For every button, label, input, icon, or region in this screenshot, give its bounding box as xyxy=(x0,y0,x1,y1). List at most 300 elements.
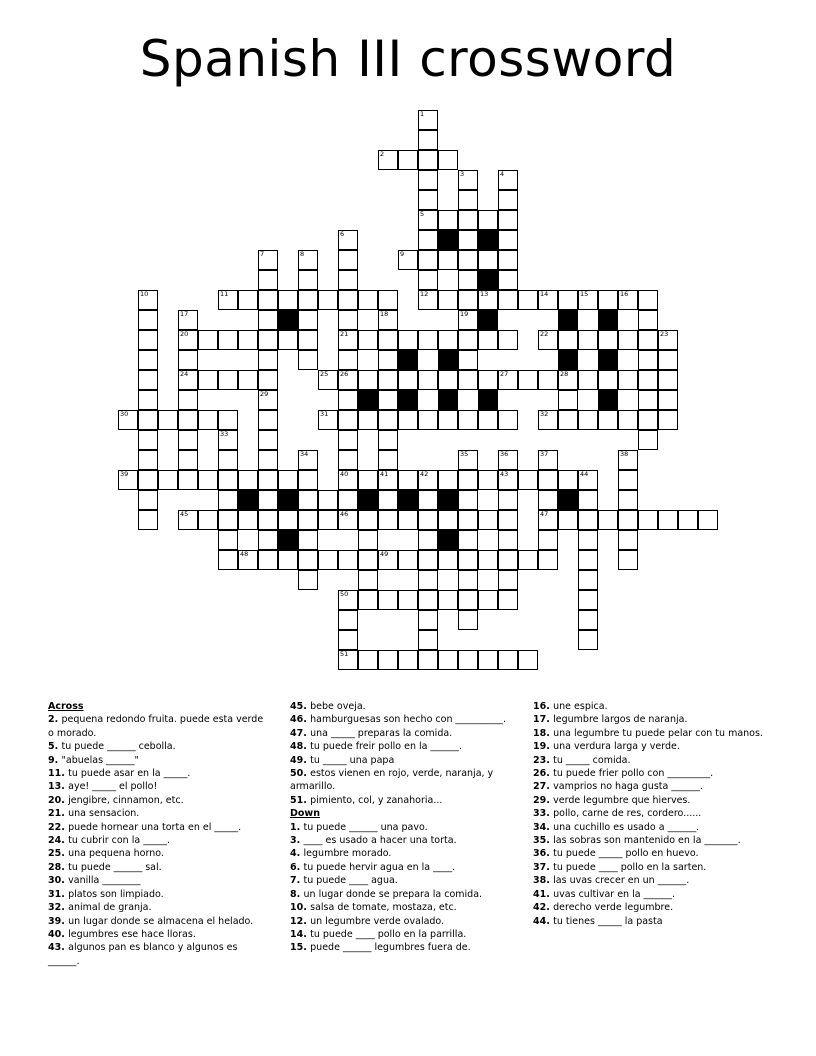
grid-cell[interactable] xyxy=(318,410,338,430)
grid-cell[interactable] xyxy=(438,330,458,350)
grid-cell[interactable] xyxy=(358,410,378,430)
grid-cell[interactable] xyxy=(178,330,198,350)
grid-cell[interactable] xyxy=(378,150,398,170)
grid-cell[interactable] xyxy=(298,470,318,490)
grid-cell[interactable] xyxy=(538,530,558,550)
grid-cell[interactable] xyxy=(578,590,598,610)
grid-cell[interactable] xyxy=(398,330,418,350)
grid-cell[interactable] xyxy=(258,250,278,270)
grid-cell[interactable] xyxy=(578,630,598,650)
grid-cell[interactable] xyxy=(478,330,498,350)
grid-cell[interactable] xyxy=(458,190,478,210)
grid-cell[interactable] xyxy=(418,250,438,270)
grid-cell[interactable] xyxy=(258,530,278,550)
grid-cell[interactable] xyxy=(458,490,478,510)
grid-cell[interactable] xyxy=(338,610,358,630)
grid-cell[interactable] xyxy=(138,470,158,490)
grid-cell[interactable] xyxy=(478,650,498,670)
grid-cell[interactable] xyxy=(278,290,298,310)
grid-cell[interactable] xyxy=(178,430,198,450)
grid-cell[interactable] xyxy=(458,330,478,350)
grid-cell[interactable] xyxy=(338,330,358,350)
grid-cell[interactable] xyxy=(498,330,518,350)
grid-cell[interactable] xyxy=(498,290,518,310)
grid-cell[interactable] xyxy=(378,430,398,450)
grid-cell[interactable] xyxy=(178,470,198,490)
grid-cell[interactable] xyxy=(238,330,258,350)
grid-cell[interactable] xyxy=(138,290,158,310)
grid-cell[interactable] xyxy=(178,410,198,430)
grid-cell[interactable] xyxy=(418,210,438,230)
grid-cell[interactable] xyxy=(498,410,518,430)
grid-cell[interactable] xyxy=(598,510,618,530)
grid-cell[interactable] xyxy=(558,330,578,350)
grid-cell[interactable] xyxy=(538,410,558,430)
grid-cell[interactable] xyxy=(418,330,438,350)
grid-cell[interactable] xyxy=(338,630,358,650)
grid-cell[interactable] xyxy=(338,650,358,670)
grid-cell[interactable] xyxy=(418,150,438,170)
grid-cell[interactable] xyxy=(618,410,638,430)
grid-cell[interactable] xyxy=(198,470,218,490)
grid-cell[interactable] xyxy=(418,130,438,150)
grid-cell[interactable] xyxy=(178,450,198,470)
grid-cell[interactable] xyxy=(498,550,518,570)
grid-cell[interactable] xyxy=(358,650,378,670)
grid-cell[interactable] xyxy=(618,370,638,390)
grid-cell[interactable] xyxy=(498,270,518,290)
grid-cell[interactable] xyxy=(258,390,278,410)
grid-cell[interactable] xyxy=(658,330,678,350)
grid-cell[interactable] xyxy=(558,510,578,530)
grid-cell[interactable] xyxy=(418,510,438,530)
grid-cell[interactable] xyxy=(618,530,638,550)
grid-cell[interactable] xyxy=(578,510,598,530)
clue-number: 6 xyxy=(340,230,345,238)
grid-cell[interactable] xyxy=(218,410,238,430)
grid-cell[interactable] xyxy=(418,230,438,250)
grid-cell[interactable] xyxy=(138,450,158,470)
grid-cell[interactable] xyxy=(518,550,538,570)
grid-cell[interactable] xyxy=(358,530,378,550)
grid-cell[interactable] xyxy=(378,330,398,350)
grid-cell[interactable] xyxy=(398,250,418,270)
grid-cell[interactable] xyxy=(458,650,478,670)
grid-cell[interactable] xyxy=(258,290,278,310)
grid-cell[interactable] xyxy=(258,350,278,370)
grid-cell[interactable] xyxy=(378,290,398,310)
grid-cell[interactable] xyxy=(378,370,398,390)
grid-cell[interactable] xyxy=(478,410,498,430)
grid-cell[interactable] xyxy=(218,330,238,350)
grid-cell[interactable] xyxy=(218,470,238,490)
grid-cell[interactable] xyxy=(138,330,158,350)
grid-cell[interactable] xyxy=(378,470,398,490)
grid-cell[interactable] xyxy=(698,510,718,530)
grid-cell[interactable] xyxy=(558,370,578,390)
grid-cell[interactable] xyxy=(138,490,158,510)
grid-cell[interactable] xyxy=(258,550,278,570)
grid-cell[interactable] xyxy=(538,290,558,310)
grid-cell[interactable] xyxy=(218,430,238,450)
grid-cell[interactable] xyxy=(258,310,278,330)
grid-cell[interactable] xyxy=(338,250,358,270)
grid-cell[interactable] xyxy=(358,330,378,350)
grid-cell[interactable] xyxy=(138,410,158,430)
grid-cell[interactable] xyxy=(218,450,238,470)
grid-cell[interactable] xyxy=(338,510,358,530)
grid-cell[interactable] xyxy=(458,370,478,390)
grid-cell[interactable] xyxy=(458,410,478,430)
grid-cell[interactable] xyxy=(478,510,498,530)
grid-cell[interactable] xyxy=(418,190,438,210)
grid-cell[interactable] xyxy=(278,330,298,350)
grid-cell[interactable] xyxy=(458,170,478,190)
grid-cell[interactable] xyxy=(338,370,358,390)
grid-cell[interactable] xyxy=(638,370,658,390)
grid-cell[interactable] xyxy=(618,550,638,570)
grid-cell[interactable] xyxy=(298,310,318,330)
grid-cell[interactable] xyxy=(258,270,278,290)
grid-cell[interactable] xyxy=(298,330,318,350)
grid-cell[interactable] xyxy=(538,450,558,470)
grid-cell[interactable] xyxy=(618,330,638,350)
grid-cell[interactable] xyxy=(398,650,418,670)
grid-cell[interactable] xyxy=(478,250,498,270)
grid-cell[interactable] xyxy=(538,330,558,350)
grid-cell[interactable] xyxy=(298,510,318,530)
grid-cell[interactable] xyxy=(418,530,438,550)
grid-cell[interactable] xyxy=(498,450,518,470)
grid-cell[interactable] xyxy=(458,510,478,530)
grid-cell[interactable] xyxy=(578,370,598,390)
grid-cell[interactable] xyxy=(278,550,298,570)
grid-cell[interactable] xyxy=(478,290,498,310)
grid-cell[interactable] xyxy=(198,510,218,530)
grid-cell[interactable] xyxy=(418,170,438,190)
grid-cell[interactable] xyxy=(658,350,678,370)
grid-cell[interactable] xyxy=(658,390,678,410)
grid-cell[interactable] xyxy=(438,250,458,270)
grid-cell[interactable] xyxy=(458,610,478,630)
grid-cell[interactable] xyxy=(138,370,158,390)
grid-cell[interactable] xyxy=(578,610,598,630)
grid-cell[interactable] xyxy=(198,410,218,430)
grid-cell[interactable] xyxy=(498,230,518,250)
grid-cell[interactable] xyxy=(638,310,658,330)
grid-cell[interactable] xyxy=(398,150,418,170)
grid-cell[interactable] xyxy=(498,650,518,670)
grid-cell[interactable] xyxy=(418,290,438,310)
grid-cell[interactable] xyxy=(618,510,638,530)
grid-cell[interactable] xyxy=(378,510,398,530)
grid-cell[interactable] xyxy=(518,470,538,490)
grid-cell[interactable] xyxy=(578,550,598,570)
grid-cell[interactable] xyxy=(338,270,358,290)
grid-cell[interactable] xyxy=(238,550,258,570)
grid-cell[interactable] xyxy=(638,390,658,410)
grid-cell[interactable] xyxy=(478,590,498,610)
grid-cell[interactable] xyxy=(138,430,158,450)
grid-cell[interactable] xyxy=(338,350,358,370)
grid-cell[interactable] xyxy=(218,490,238,510)
grid-cell[interactable] xyxy=(378,310,398,330)
grid-cell[interactable] xyxy=(498,470,518,490)
grid-cell[interactable] xyxy=(398,470,418,490)
grid-cell[interactable] xyxy=(338,290,358,310)
grid-cell[interactable] xyxy=(458,210,478,230)
grid-cell[interactable] xyxy=(318,290,338,310)
grid-cell[interactable] xyxy=(458,450,478,470)
grid-cell[interactable] xyxy=(258,450,278,470)
grid-cell[interactable] xyxy=(298,550,318,570)
grid-cell[interactable] xyxy=(478,470,498,490)
grid-cell[interactable] xyxy=(538,490,558,510)
grid-cell[interactable] xyxy=(358,510,378,530)
grid-cell[interactable] xyxy=(138,510,158,530)
grid-cell[interactable] xyxy=(458,230,478,250)
grid-cell[interactable] xyxy=(358,570,378,590)
grid-cell[interactable] xyxy=(258,510,278,530)
grid-cell[interactable] xyxy=(618,490,638,510)
grid-cell[interactable] xyxy=(178,310,198,330)
grid-cell[interactable] xyxy=(138,390,158,410)
grid-cell[interactable] xyxy=(438,290,458,310)
grid-cell[interactable] xyxy=(538,470,558,490)
grid-cell[interactable] xyxy=(498,370,518,390)
grid-cell[interactable] xyxy=(358,290,378,310)
grid-cell[interactable] xyxy=(298,490,318,510)
grid-cell[interactable] xyxy=(478,370,498,390)
grid-cell[interactable] xyxy=(578,490,598,510)
grid-cell[interactable] xyxy=(538,370,558,390)
grid-cell[interactable] xyxy=(538,510,558,530)
grid-cell[interactable] xyxy=(258,330,278,350)
grid-cell[interactable] xyxy=(598,290,618,310)
grid-cell[interactable] xyxy=(178,350,198,370)
grid-cell[interactable] xyxy=(418,610,438,630)
grid-cell[interactable] xyxy=(558,290,578,310)
grid-cell[interactable] xyxy=(278,470,298,490)
grid-cell[interactable] xyxy=(638,330,658,350)
grid-cell[interactable] xyxy=(498,510,518,530)
grid-cell[interactable] xyxy=(518,650,538,670)
grid-cell[interactable] xyxy=(578,530,598,550)
grid-cell[interactable] xyxy=(218,510,238,530)
grid-cell[interactable] xyxy=(438,150,458,170)
grid-cell[interactable] xyxy=(458,350,478,370)
grid-cell[interactable] xyxy=(458,250,478,270)
grid-cell[interactable] xyxy=(318,510,338,530)
grid-cell[interactable] xyxy=(498,250,518,270)
grid-cell[interactable] xyxy=(378,650,398,670)
grid-cell[interactable] xyxy=(498,490,518,510)
grid-cell[interactable] xyxy=(358,550,378,570)
grid-cell[interactable] xyxy=(338,310,358,330)
grid-cell[interactable] xyxy=(378,390,398,410)
grid-cell[interactable] xyxy=(458,310,478,330)
grid-cell[interactable] xyxy=(398,590,418,610)
grid-cell[interactable] xyxy=(458,570,478,590)
grid-cell[interactable] xyxy=(498,170,518,190)
grid-cell[interactable] xyxy=(258,490,278,510)
grid-cell[interactable] xyxy=(418,470,438,490)
grid-cell[interactable] xyxy=(438,650,458,670)
grid-cell[interactable] xyxy=(598,370,618,390)
grid-cell[interactable] xyxy=(598,410,618,430)
grid-cell[interactable] xyxy=(178,390,198,410)
grid-cell[interactable] xyxy=(138,350,158,370)
grid-cell[interactable] xyxy=(558,390,578,410)
grid-cell[interactable] xyxy=(318,550,338,570)
grid-cell[interactable] xyxy=(418,590,438,610)
grid-cell[interactable] xyxy=(498,190,518,210)
grid-cell[interactable] xyxy=(258,470,278,490)
grid-cell[interactable] xyxy=(638,350,658,370)
grid-cell[interactable] xyxy=(378,590,398,610)
grid-cell[interactable] xyxy=(338,590,358,610)
grid-cell[interactable] xyxy=(518,370,538,390)
grid-cell[interactable] xyxy=(438,590,458,610)
grid-cell[interactable] xyxy=(218,370,238,390)
grid-cell[interactable] xyxy=(118,410,138,430)
grid-cell[interactable] xyxy=(338,490,358,510)
grid-cell[interactable] xyxy=(518,290,538,310)
grid-cell[interactable] xyxy=(458,550,478,570)
grid-cell[interactable] xyxy=(358,370,378,390)
grid-cell[interactable] xyxy=(438,510,458,530)
grid-cell[interactable] xyxy=(298,350,318,370)
grid-cell[interactable] xyxy=(318,370,338,390)
grid-cell[interactable] xyxy=(298,450,318,470)
grid-cell[interactable] xyxy=(298,270,318,290)
grid-cell[interactable] xyxy=(178,370,198,390)
grid-cell[interactable] xyxy=(418,570,438,590)
grid-cell[interactable] xyxy=(298,250,318,270)
grid-cell[interactable] xyxy=(378,550,398,570)
grid-cell[interactable] xyxy=(618,470,638,490)
grid-cell[interactable] xyxy=(438,210,458,230)
grid-cell[interactable] xyxy=(258,410,278,430)
grid-cell[interactable] xyxy=(398,410,418,430)
grid-cell[interactable] xyxy=(578,470,598,490)
grid-cell[interactable] xyxy=(418,270,438,290)
grid-cell[interactable] xyxy=(218,290,238,310)
grid-cell[interactable] xyxy=(258,370,278,390)
grid-cell[interactable] xyxy=(378,410,398,430)
grid-cell[interactable] xyxy=(578,570,598,590)
grid-cell[interactable] xyxy=(418,650,438,670)
grid-cell[interactable] xyxy=(278,510,298,530)
grid-cell[interactable] xyxy=(658,410,678,430)
grid-cell[interactable] xyxy=(298,290,318,310)
grid-cell[interactable] xyxy=(658,510,678,530)
grid-cell[interactable] xyxy=(158,410,178,430)
grid-cell[interactable] xyxy=(578,290,598,310)
grid-cell[interactable] xyxy=(438,470,458,490)
grid-cell[interactable] xyxy=(458,290,478,310)
grid-cell[interactable] xyxy=(498,570,518,590)
grid-cell[interactable] xyxy=(678,510,698,530)
grid-cell[interactable] xyxy=(478,210,498,230)
grid-cell[interactable] xyxy=(338,230,358,250)
grid-cell[interactable] xyxy=(418,490,438,510)
grid-cell[interactable] xyxy=(118,470,138,490)
grid-cell[interactable] xyxy=(438,550,458,570)
grid-cell[interactable] xyxy=(378,450,398,470)
grid-cell[interactable] xyxy=(418,110,438,130)
grid-cell[interactable] xyxy=(638,430,658,450)
grid-cell[interactable] xyxy=(198,330,218,350)
grid-cell[interactable] xyxy=(578,410,598,430)
grid-cell[interactable] xyxy=(478,550,498,570)
grid-cell[interactable] xyxy=(558,410,578,430)
grid-cell[interactable] xyxy=(418,550,438,570)
grid-cell[interactable] xyxy=(338,430,358,450)
grid-cell[interactable] xyxy=(338,450,358,470)
grid-cell[interactable] xyxy=(218,530,238,550)
grid-cell[interactable] xyxy=(558,470,578,490)
grid-cell[interactable] xyxy=(178,510,198,530)
grid-cell[interactable] xyxy=(458,590,478,610)
grid-cell[interactable] xyxy=(398,550,418,570)
grid-cell[interactable] xyxy=(578,330,598,350)
grid-cell[interactable] xyxy=(458,470,478,490)
grid-cell[interactable] xyxy=(618,450,638,470)
grid-cell[interactable] xyxy=(318,490,338,510)
grid-cell[interactable] xyxy=(438,410,458,430)
grid-cell[interactable] xyxy=(258,430,278,450)
grid-cell[interactable] xyxy=(418,630,438,650)
grid-cell[interactable] xyxy=(538,550,558,570)
grid-cell[interactable] xyxy=(198,370,218,390)
grid-cell[interactable] xyxy=(358,590,378,610)
grid-cell[interactable] xyxy=(598,330,618,350)
grid-cell[interactable] xyxy=(338,550,358,570)
grid-cell[interactable] xyxy=(658,370,678,390)
grid-cell[interactable] xyxy=(378,350,398,370)
grid-cell[interactable] xyxy=(618,290,638,310)
grid-cell[interactable] xyxy=(358,470,378,490)
grid-cell[interactable] xyxy=(378,490,398,510)
grid-cell[interactable] xyxy=(498,210,518,230)
grid-cell[interactable] xyxy=(238,510,258,530)
grid-cell[interactable] xyxy=(398,510,418,530)
grid-cell[interactable] xyxy=(438,370,458,390)
grid-cell[interactable] xyxy=(338,390,358,410)
grid-cell[interactable] xyxy=(238,370,258,390)
grid-cell[interactable] xyxy=(158,470,178,490)
grid-cell[interactable] xyxy=(398,370,418,390)
grid-cell[interactable] xyxy=(418,370,438,390)
grid-cell[interactable] xyxy=(338,470,358,490)
grid-cell[interactable] xyxy=(298,530,318,550)
grid-cell[interactable] xyxy=(238,470,258,490)
grid-cell[interactable] xyxy=(498,590,518,610)
grid-cell[interactable] xyxy=(498,530,518,550)
grid-cell[interactable] xyxy=(298,570,318,590)
grid-cell[interactable] xyxy=(418,410,438,430)
grid-cell[interactable] xyxy=(638,410,658,430)
grid-cell[interactable] xyxy=(458,270,478,290)
grid-cell[interactable] xyxy=(458,530,478,550)
grid-cell[interactable] xyxy=(638,290,658,310)
grid-cell[interactable] xyxy=(238,290,258,310)
grid-cell[interactable] xyxy=(218,550,238,570)
grid-cell[interactable] xyxy=(338,410,358,430)
grid-cell[interactable] xyxy=(638,510,658,530)
grid-cell[interactable] xyxy=(138,310,158,330)
